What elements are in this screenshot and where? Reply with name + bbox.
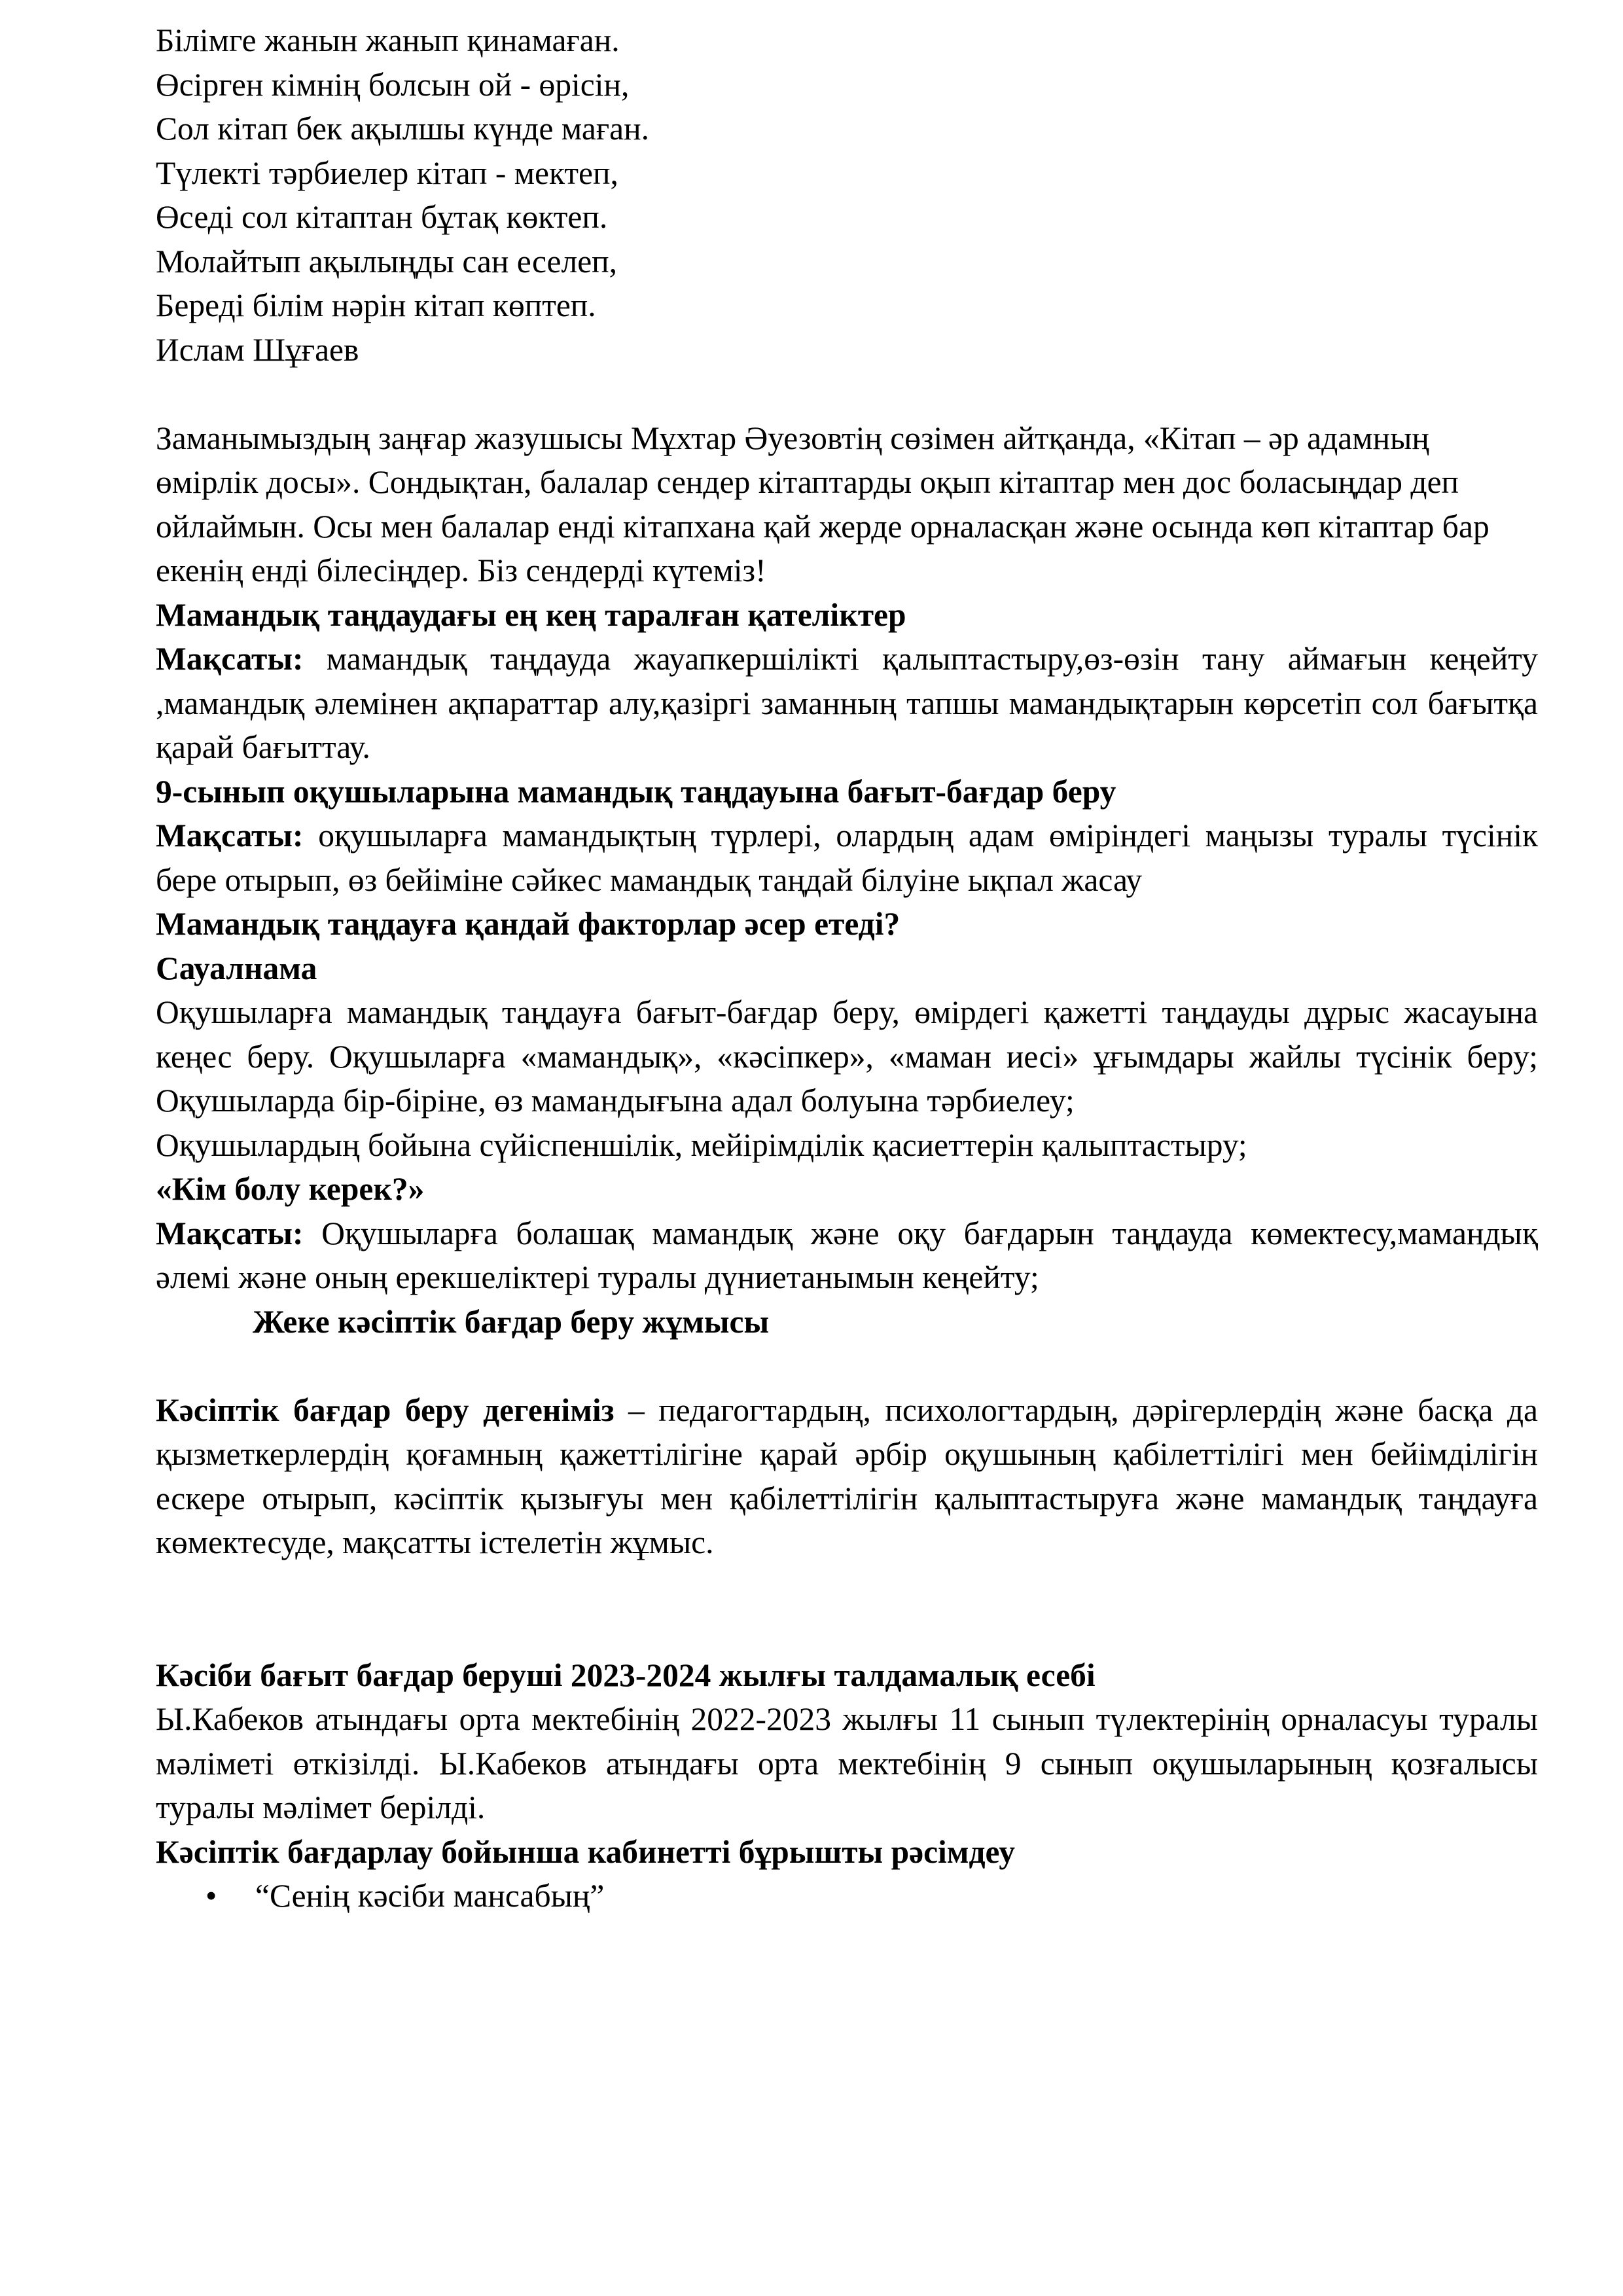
poem-line: Өсірген кімнің болсын ой - өрісін, (156, 66, 630, 103)
poem-author: Ислам Шұғаев (156, 331, 359, 368)
intro-paragraph: Заманымыздың заңғар жазушысы Мұхтар Әуезовтің сөзімен айтқанда, «Кітап – әр адамның өмірлік досы». Сондықтан, балалар сендер кітаптарды оқып кітаптар мен дос боласыңдар деп ойлаймын. Осы мен балалар енді кітапхана қай жерде орналасқан және осында көп кітаптар бар екенің енді білесіңдер. Біз сендерді күтеміз! (156, 420, 1489, 588)
spacer (156, 372, 1538, 416)
goal-paragraph (156, 1211, 1538, 1300)
section-heading: Мамандық таңдауға қандай факторлар әсер етеді? (156, 906, 901, 942)
section-subheading: Сауалнама (156, 950, 317, 986)
section-heading: Мамандық таңдаудағы ең кең таралған қателіктер (156, 596, 906, 633)
section-heading: «Кім болу керек?» (156, 1171, 425, 1207)
poem-line: Молайтып ақылыңды сан еселеп, (156, 243, 618, 279)
list-item-text: “Сенің кәсіби мансабың” (255, 1878, 605, 1914)
goal-text: оқушыларға мамандықтың түрлері, олардың адам өміріндегі маңызы туралы түсінік бере отырып, өз бейіміне сәйкес мамандық таңдай білуіне ықпал жасау (156, 817, 1538, 898)
definition-term: Кәсіптік бағдар беру дегеніміз (156, 1391, 615, 1428)
poem-line: Сол кітап бек ақылшы күнде маған. (156, 111, 649, 147)
poem-line: Өседі сол кітаптан бұтақ көктеп. (156, 199, 608, 235)
goal-paragraph (156, 814, 1538, 902)
body-paragraph: Ы.Кабеков атындағы орта мектебінің 2022-2023 жылғы 11 сынып түлектерінің орналасуы туралы мәліметі өткізілді. Ы.Кабеков атындағы орта мектебінің 9 сынып оқушыларының қозғалысы туралы мәлімет берілді. (156, 1701, 1538, 1825)
section-heading: Кәсіби бағыт бағдар беруші 2023-2024 жылғы талдамалық есебі (156, 1657, 1096, 1693)
list-item (156, 1874, 1538, 1918)
body-line: Оқушылардың бойына сүйіспеншілік, мейірімділік қасиеттерін қалыптастыру; (156, 1126, 1247, 1163)
goal-text: мамандық таңдауда жауапкершілікті қалыптастыру,өз-өзін тану аймағын кеңейту ,мамандық әлемінен ақпараттар алу,қазіргі заманның тапшы мамандықтарын көрсетіп сол бағытқа қарай бағыттау. (156, 641, 1538, 765)
spacer (156, 1344, 1538, 1388)
bullet-icon: • (205, 1878, 217, 1914)
goal-label: Мақсаты: (156, 1215, 304, 1251)
spacer (156, 1565, 1538, 1653)
goal-paragraph (156, 637, 1538, 770)
goal-label: Мақсаты: (156, 641, 304, 677)
bullet-list (156, 1874, 1538, 1918)
goal-text: Оқушыларға болашақ мамандық және оқу бағдарын таңдауда көмектесу,мамандық әлемі және оның ерекшеліктері туралы дүниетанымын кеңейту; (156, 1215, 1538, 1295)
poem-line: Береді білім нәрін кітап көптеп. (156, 287, 596, 323)
definition-text: – педагогтардың, психологтардың, дәрігерлердің және басқа да қызметкерлердің қоғамның қажеттілігіне қарай әрбір оқушының қабілеттілігі мен бейімділігін ескере отырып, кәсіптік қызығуы мен қабілеттілігін қалыптастыруға және мамандық таңдауға көмектесуде, мақсатты істелетін жұмыс. (156, 1391, 1538, 1560)
poem-line: Білімге жанын жанып қинамаған. (156, 22, 620, 58)
poem-line: Түлекті тәрбиелер кітап - мектеп, (156, 154, 618, 191)
poem (156, 18, 1538, 372)
body-paragraph: Оқушыларға мамандық таңдауға бағыт-бағдар беру, өмірдегі қажетті таңдауды дұрыс жасауына кеңес беру. Оқушыларға «мамандық», «кәсіпкер», «маман иесі» ұғымдары жайлы түсінік беру; Оқушыларда бір-біріне, өз мамандығына адал болуына тәрбиелеу; (156, 994, 1538, 1119)
definition-paragraph (156, 1388, 1538, 1565)
section-heading: Кәсіптік бағдарлау бойынша кабинетті бұрышты рәсімдеу (156, 1833, 1016, 1870)
goal-label: Мақсаты: (156, 817, 304, 853)
section-heading: Жеке кәсіптік бағдар беру жұмысы (253, 1303, 770, 1340)
section-heading: 9-сынып оқушыларына мамандық таңдауына бағыт-бағдар беру (156, 773, 1116, 810)
